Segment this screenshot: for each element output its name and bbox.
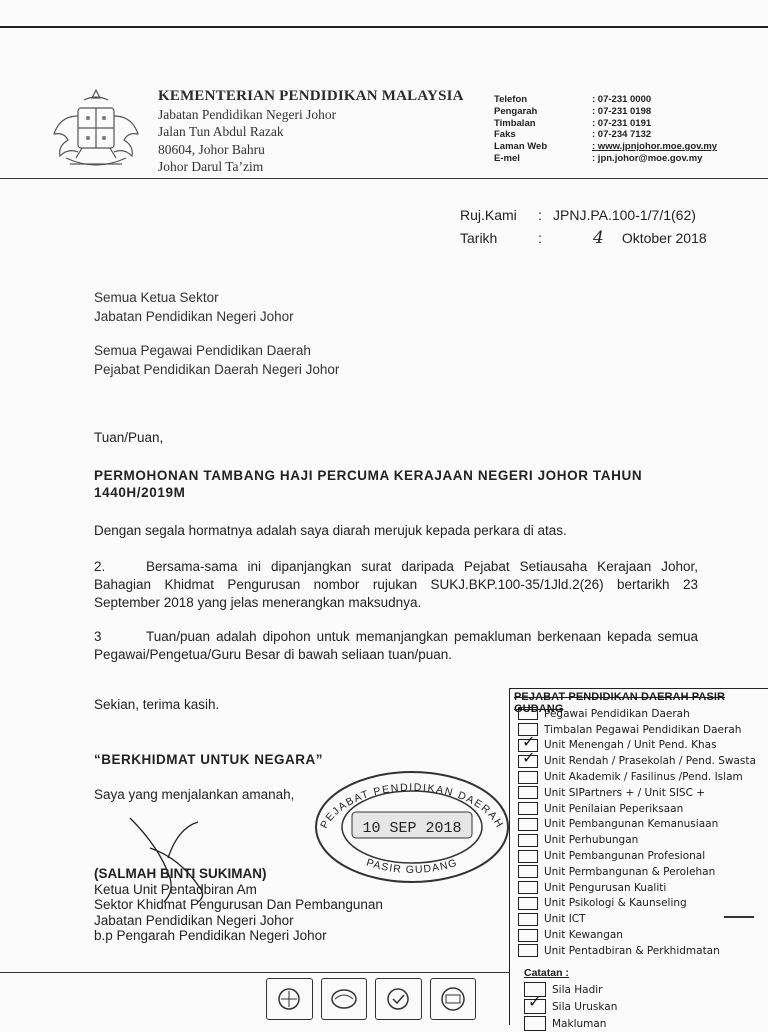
quality-system-logo-icon (375, 978, 422, 1020)
ref-label: Ruj.Kami (460, 207, 517, 223)
contact-label: Telefon (494, 94, 528, 105)
paragraph-3 (94, 628, 698, 664)
routing-row (518, 896, 756, 912)
routing-row (518, 880, 756, 896)
contact-value: : 07-231 0191 (592, 117, 652, 129)
contact-label: Faks (494, 129, 516, 141)
date-month-year: Oktober 2018 (621, 230, 707, 246)
checkbox[interactable] (518, 929, 538, 942)
routing-label: Unit SIPartners + / Unit SISC + (544, 786, 706, 799)
contact-row (494, 129, 717, 141)
routing-row (518, 848, 756, 864)
signatory-line: Ketua Unit Pentadbiran Am (94, 881, 257, 897)
recipient-line: Pejabat Pendidikan Daerah Negeri Johor (94, 362, 340, 377)
paragraph-text: Tuan/puan adalah dipohon untuk memanjangkan pemakluman berkenaan kepada semua Pegawai/Pengetua/Guru Besar di bawah seliaan tuan/puan. (94, 629, 698, 662)
checked-box-icon[interactable] (518, 755, 538, 768)
checkbox[interactable] (518, 771, 538, 784)
paragraph-text: Bersama-sama ini dipanjangkan surat daripada Pejabat Setiausaha Kerajaan Johor, Bahagian Khidmat Pengurusan nombor rujukan SUKJ.BKP.100-35/1Jld.2(26) bertarikh 23 September 2018 yang jelas menerangkan maksudnya. (94, 559, 698, 610)
routing-row (518, 785, 756, 801)
routing-label: Makluman (552, 1017, 607, 1030)
letterhead-line: Jalan Tun Abdul Razak (158, 124, 284, 139)
recipient-line: Semua Ketua Sektor (94, 290, 219, 305)
checkbox[interactable] (518, 881, 538, 894)
checkbox[interactable] (518, 786, 538, 799)
scan-edge-line (0, 26, 768, 28)
routing-label: Unit Permbangunan & Perolehan (544, 865, 716, 878)
scan-mark (724, 916, 754, 918)
routing-label: Sila Hadir (552, 983, 603, 996)
letterhead-line: 80604, Johor Bahru (158, 141, 265, 157)
checkbox[interactable] (518, 913, 538, 926)
routing-label: Unit Akademik / Fasilinus /Pend. Islam (544, 771, 743, 784)
routing-stamp (509, 688, 768, 1030)
contact-label: Timbalan (494, 117, 536, 129)
routing-row (518, 738, 756, 754)
routing-label: Unit Pembangunan Profesional (544, 850, 706, 863)
contact-value: : 07-234 7132 (592, 129, 652, 141)
recipient-line: Semua Pegawai Pendidikan Daerah (94, 343, 311, 358)
signatory-line: Jabatan Pendidikan Negeri Johor (94, 912, 294, 928)
ref-number: JPNJ.PA.100-1/7/1(62) (553, 207, 696, 223)
letterhead-line: Johor Darul Ta’zim (158, 159, 264, 174)
routing-label: Unit Kewangan (544, 929, 623, 942)
checkbox[interactable] (518, 944, 538, 957)
letterhead (158, 88, 488, 176)
signatory-line: Sektor Khidmat Pengurusan Dan Pembangunan (94, 897, 383, 912)
contact-row (494, 118, 717, 130)
routing-label: Timbalan Pegawai Pendidikan Daerah (544, 723, 742, 736)
paragraph-number: 2. (94, 559, 106, 574)
contact-value: : 07-231 0198 (592, 105, 652, 117)
routing-row (518, 706, 756, 722)
reference-block: Ruj.Kami : JPNJ.PA.100-1/7/1(62) Tarikh : 4 Oktober 2018 (460, 204, 707, 250)
routing-row (518, 943, 756, 959)
routing-notes (524, 981, 617, 1032)
routing-row (518, 832, 756, 848)
routing-label: Unit ICT (544, 913, 586, 926)
paragraph-number: 3 (94, 629, 102, 644)
stamp-bottom-text: PASIR GUDANG (364, 856, 460, 877)
quality-logo-icon (266, 978, 313, 1020)
contact-label: Laman Web (494, 141, 548, 153)
routing-label: Unit Pengurusan Kualiti (544, 881, 667, 894)
checkbox[interactable] (518, 865, 538, 878)
routing-row (518, 911, 756, 927)
checkbox[interactable] (518, 818, 538, 831)
checkbox[interactable] (518, 850, 538, 863)
routing-row (518, 817, 756, 833)
paragraph-2 (94, 558, 698, 612)
stamp-top-text: PEJABAT PENDIDIKAN DAERAH (318, 781, 506, 831)
closing-line: Sekian, terima kasih. (94, 697, 220, 712)
routing-label: Unit Rendah / Prasekolah / Pend. Swasta (544, 755, 756, 768)
letterhead-line: Jabatan Pendidikan Negeri Johor (158, 106, 337, 122)
contact-value: : 07-231 0000 (592, 94, 652, 105)
routing-label: Unit Menengah / Unit Pend. Khas (544, 739, 717, 752)
signatory-line: b.p Pengarah Pendidikan Negeri Johor (94, 928, 327, 943)
routing-row (518, 927, 756, 943)
salutation: Tuan/Puan, (94, 430, 164, 445)
letter-title: PERMOHONAN TAMBANG HAJI PERCUMA KERAJAAN NEGERI JOHOR TAHUN 1440H/2019M (94, 468, 643, 500)
date-label: Tarikh (460, 230, 498, 246)
routing-label: Pegawai Pendidikan Daerah (544, 707, 690, 720)
routing-row (518, 801, 756, 817)
contact-label: Pengarah (494, 105, 538, 117)
paragraph-1: Dengan segala hormatnya adalah saya diarah merujuk kepada perkara di atas. (94, 523, 567, 538)
routing-label: Unit Pembangunan Kemanusiaan (544, 818, 719, 831)
iqnet-logo-icon (430, 978, 477, 1020)
routing-row (518, 864, 756, 880)
email-link[interactable]: : jpn.johor@moe.gov.my (592, 152, 703, 164)
certification-logos (266, 978, 476, 1024)
checkbox[interactable] (518, 897, 538, 910)
checkbox[interactable] (518, 707, 538, 720)
letterhead-divider (0, 178, 768, 179)
contact-row (494, 153, 717, 165)
routing-row (524, 998, 617, 1015)
checked-box-icon[interactable] (524, 999, 546, 1014)
footer-divider (0, 972, 510, 973)
routing-label: Unit Pentadbiran & Perkhidmatan (544, 944, 720, 957)
signatory-name: (SALMAH BINTI SUKIMAN) (94, 866, 267, 881)
signatory-block (94, 866, 383, 944)
recipients-block (94, 288, 339, 379)
catatan-label: Catatan : (524, 967, 569, 979)
routing-items (518, 706, 756, 959)
contact-row (494, 94, 717, 106)
routing-row (518, 722, 756, 738)
routing-label: Unit Psikologi & Kaunseling (544, 897, 687, 910)
checkbox[interactable] (518, 802, 538, 815)
stamp-date: 10 SEP 2018 (362, 820, 462, 837)
award-logo-icon (321, 978, 368, 1020)
motto: “BERKHIDMAT UNTUK NEGARA” (94, 752, 323, 767)
routing-label: Sila Uruskan (552, 1000, 618, 1013)
contact-row (494, 141, 717, 153)
website-link[interactable]: : www.jpnjohor.moe.gov.my (592, 141, 718, 153)
contact-row (494, 106, 717, 118)
routing-label: Unit Penilaian Peperiksaan (544, 802, 684, 815)
date-day-handwritten: 4 (593, 228, 604, 248)
recipient-line: Jabatan Pendidikan Negeri Johor (94, 309, 294, 324)
routing-label: Unit Perhubungan (544, 834, 639, 847)
routing-header: PEJABAT PENDIDIKAN DAERAH PASIR GUDANG (514, 691, 726, 715)
checkbox[interactable] (518, 834, 538, 847)
signoff-line: Saya yang menjalankan amanah, (94, 787, 295, 802)
ministry-name: KEMENTERIAN PENDIDIKAN MALAYSIA (158, 88, 464, 104)
contact-details (494, 94, 717, 165)
routing-row (518, 753, 756, 769)
malaysia-crest-icon (46, 86, 146, 178)
routing-row (518, 769, 756, 785)
contact-label: E-mel (494, 152, 520, 164)
